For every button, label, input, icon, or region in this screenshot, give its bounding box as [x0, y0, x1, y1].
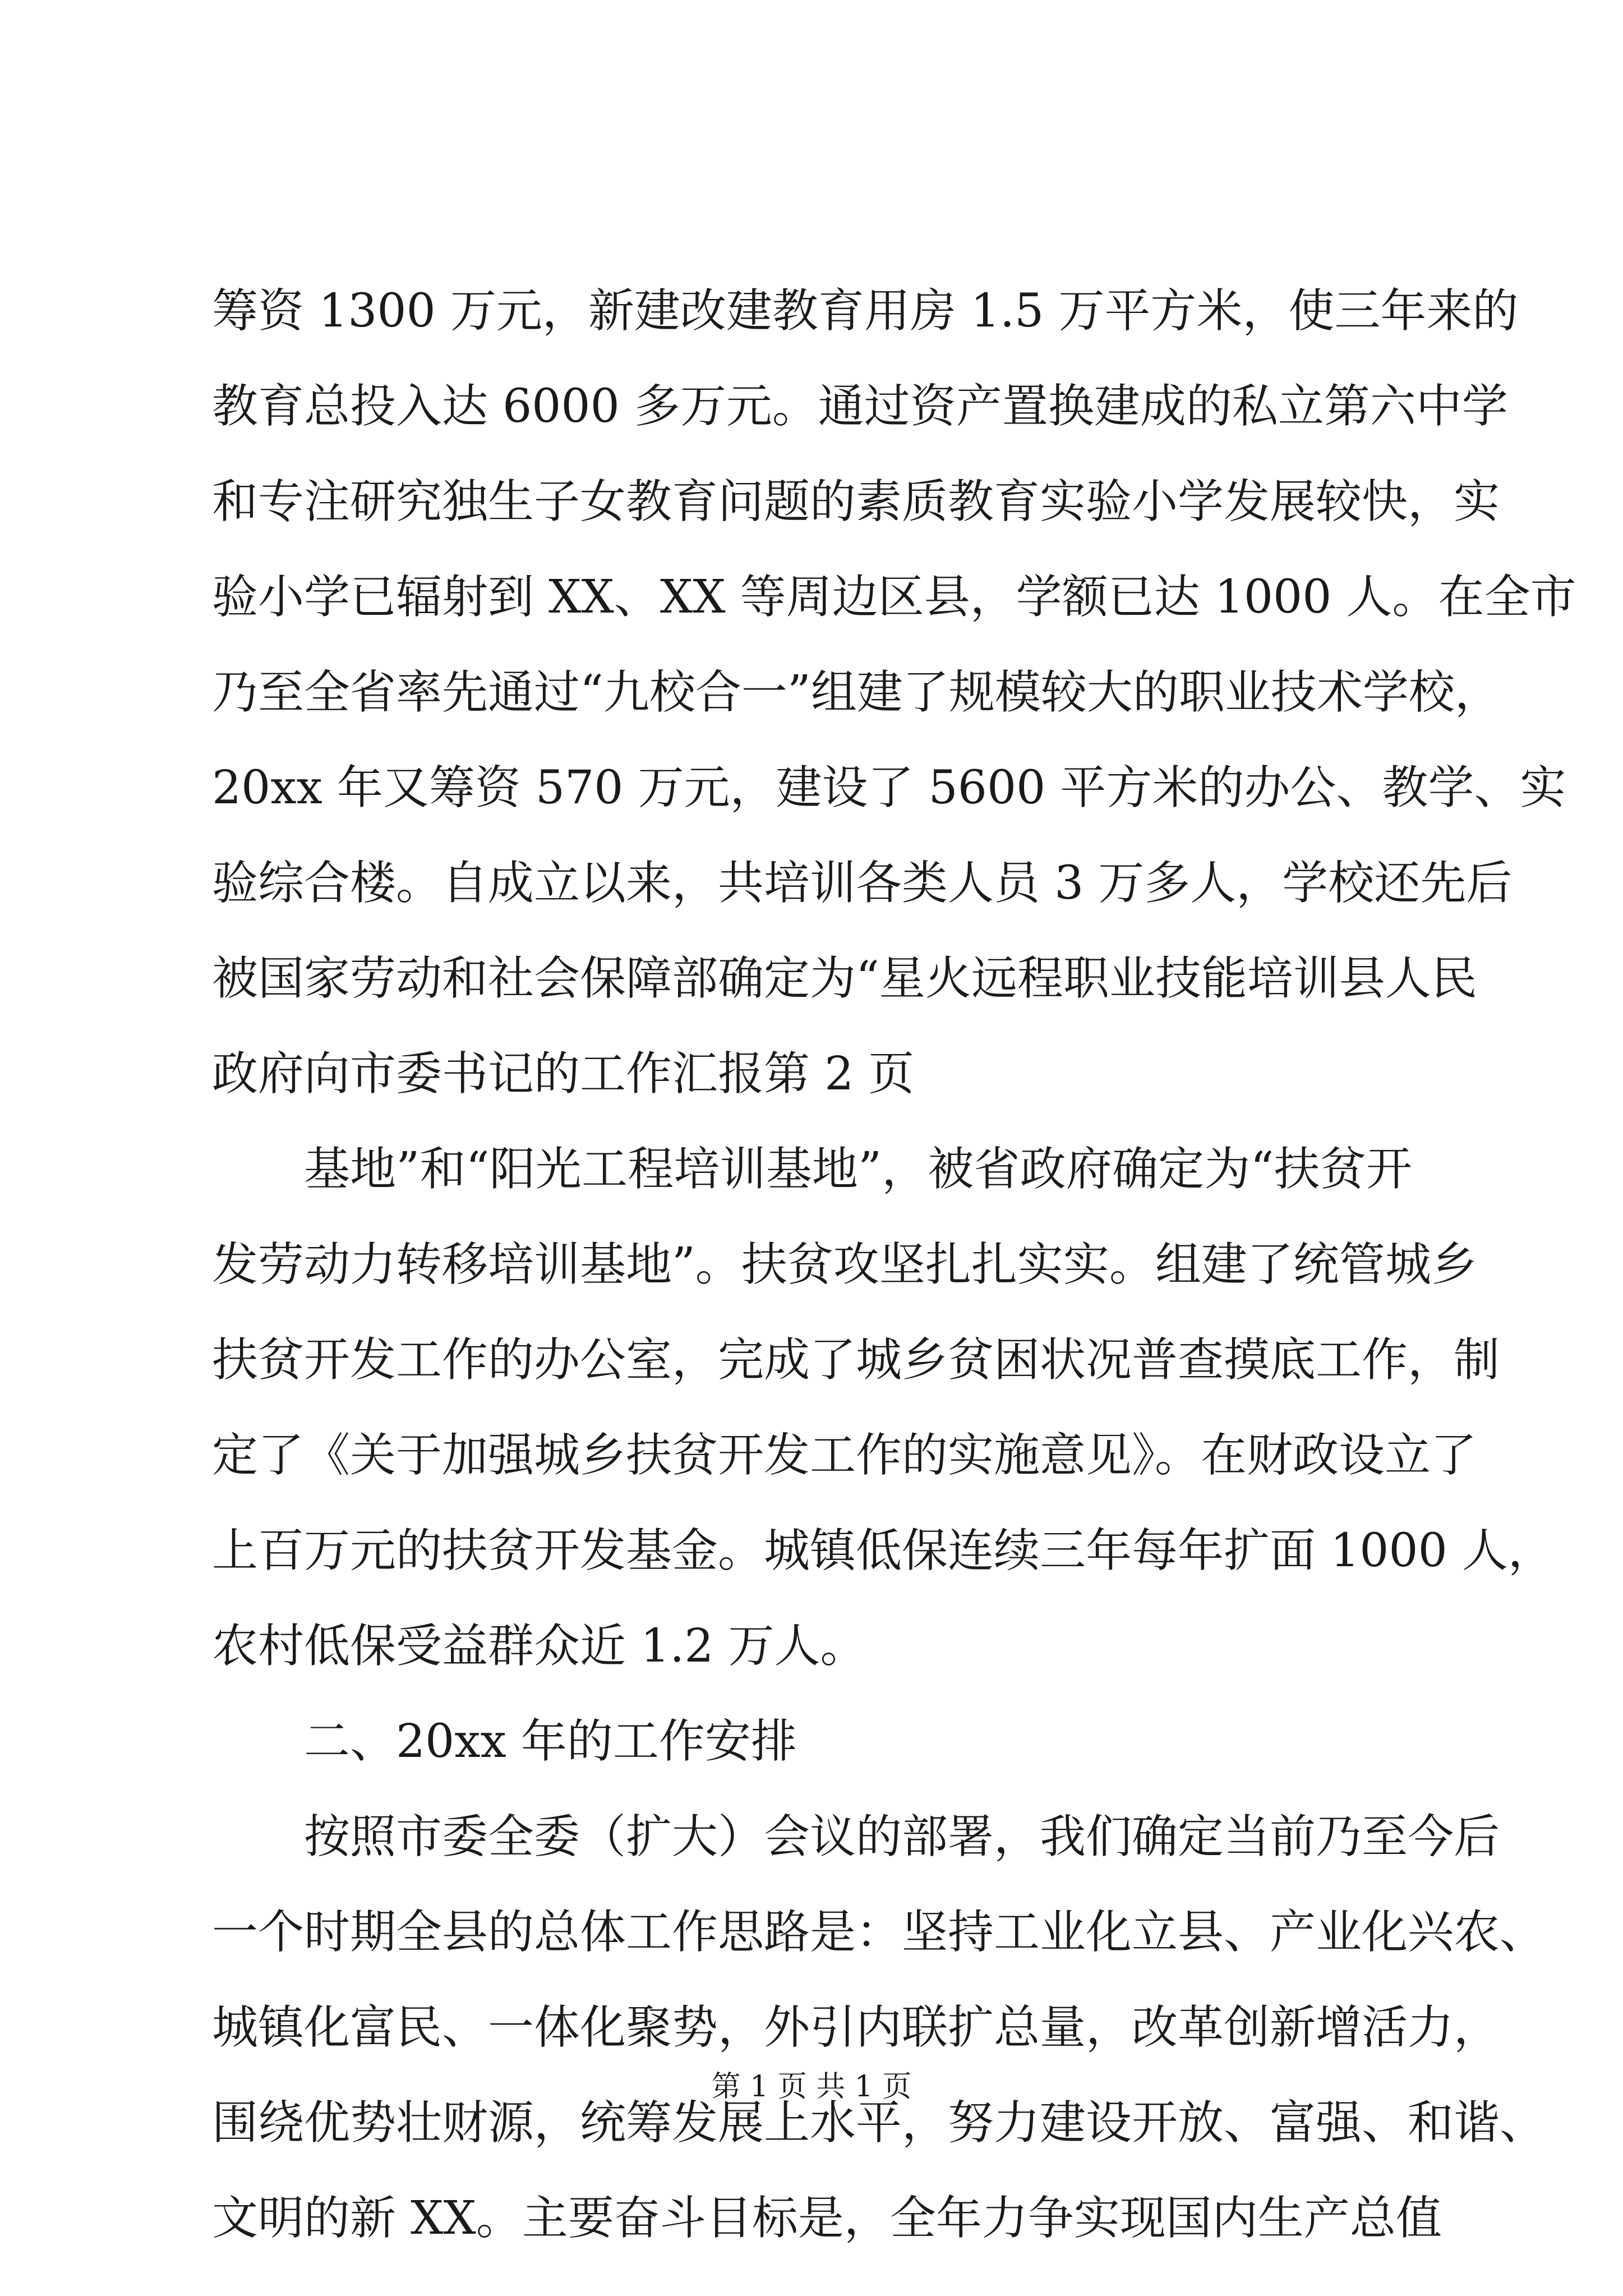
text-line: 和专注研究独生子女教育问题的素质教育实验小学发展较快，实 — [212, 475, 1500, 528]
text-line: 一个时期全县的总体工作思路是：坚持工业化立县、产业化兴农、 — [212, 1906, 1546, 1959]
page-indicator: 第 1 页 共 1 页 — [711, 2070, 912, 2104]
section-heading: 二、20xx 年的工作安排 — [304, 1715, 797, 1768]
text-line: 20xx 年又筹资 570 万元，建设了 5600 平方米的办公、教学、实 — [212, 761, 1566, 815]
text-line: 教育总投入达 6000 多万元。通过资产置换建成的私立第六中学 — [212, 380, 1508, 433]
text-line: 围绕优势壮财源，统筹发展上水平，努力建设开放、富强、和谐、 — [212, 2096, 1546, 2150]
text-line: 验综合楼。自成立以来，共培训各类人员 3 万多人，学校还先后 — [212, 857, 1513, 910]
text-line: 乃至全省率先通过“九校合一”组建了规模较大的职业技术学校， — [212, 666, 1501, 719]
text-line: 被国家劳动和社会保障部确定为“星火远程职业技能培训县人民 — [212, 952, 1477, 1005]
text-line: 验小学已辐射到 XX、XX 等周边区县，学额已达 1000 人。在全市 — [212, 570, 1576, 624]
document-body — [212, 264, 1576, 2266]
text-line: 筹资 1300 万元，新建改建教育用房 1.5 万平方米，使三年来的 — [212, 284, 1519, 338]
text-line: 发劳动力转移培训基地”。扶贫攻坚扎扎实实。组建了统管城乡 — [212, 1238, 1477, 1291]
text-line: 上百万元的扶贫开发基金。城镇低保连续三年每年扩面 1000 人， — [212, 1524, 1554, 1577]
text-line: 定了《关于加强城乡扶贫开发工作的实施意见》。在财政设立了 — [212, 1429, 1477, 1482]
text-line: 基地”和“阳光工程培训基地”，被省政府确定为“扶贫开 — [304, 1143, 1412, 1196]
text-line: 农村低保受益群众近 1.2 万人。 — [212, 1619, 866, 1673]
text-line: 扶贫开发工作的办公室，完成了城乡贫困状况普查摸底工作，制 — [212, 1333, 1500, 1387]
page-footer — [0, 2067, 1623, 2106]
text-line: 城镇化富民、一体化聚势，外引内联扩总量，改革创新增活力， — [212, 2001, 1500, 2054]
text-line: 政府向市委书记的工作汇报第 2 页 — [212, 1047, 915, 1101]
text-line: 文明的新 XX。主要奋斗目标是，全年力争实现国内生产总值 — [212, 2192, 1442, 2245]
text-line: 按照市委全委（扩大）会议的部署，我们确定当前乃至今后 — [304, 1810, 1500, 1864]
